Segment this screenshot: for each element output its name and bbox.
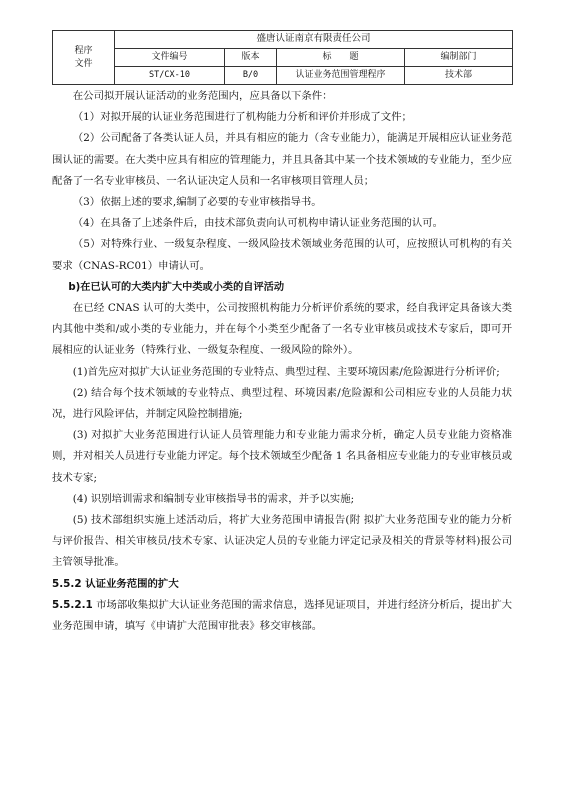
document-header-table [52, 30, 513, 85]
paragraph-step-3: (3) 对拟扩大业务范围进行认证人员管理能力和专业能力需求分析，确定人员专业能力资格准则，并对相关人员进行专业能力评定。每个技术领域至少配备 1 名具备相应专业能力的专业审核员或技术专家; [52, 429, 513, 484]
subheading-b: b)在已认可的大类内扩大中类或小类的自评活动 [68, 281, 285, 293]
clause-number-5-5-2-1: 5.5.2.1 [52, 598, 93, 611]
section-heading-5-5-2: 5.5.2 认证业务范围的扩大 [52, 577, 179, 590]
program-file-label [53, 31, 115, 85]
doc-no-value: ST/CX-10 [115, 67, 225, 85]
header-col-dept: 编制部门 [405, 49, 513, 67]
paragraph-step-2: (2) 结合每个技术领域的专业特点、典型过程、环境因素/危险源和公司相应专业的人员能力状况，进行风险评估，并制定风险控制措施; [52, 386, 512, 421]
paragraph-condition-5: （5）对特殊行业、一级复杂程度、一级风险技术领域业务范围的认可，应按照认可机构的有关要求（CNAS-RC01）申请认可。 [52, 238, 512, 272]
paragraph-step-4: (4) 识别培训需求和编制专业审核指导书的需求，并予以实施; [72, 492, 355, 505]
clause-text-5-5-2-1: 市场部收集拟扩大认证业务范围的需求信息，选择见证项目，并进行经济分析后，提出扩大业务范围申请，填写《申请扩大范围审批表》移交审核部。 [52, 598, 512, 633]
paragraph-condition-2: （2）公司配备了各类认证人员，并具有相应的能力（含专业能力），能满足开展相应认证业务范围认证的需要。在大类中应具有相应的管理能力，并且具备其中某一个技术领域的专业能力，至少应配备了一名专业审核员、一名认证决定人员和一名审核项目管理人员； [52, 132, 512, 187]
header-col-title: 标 题 [277, 49, 405, 67]
version-value: B/0 [225, 67, 277, 85]
title-value: 认证业务范围管理程序 [277, 67, 405, 85]
document-body [52, 86, 512, 637]
program-file-label-text: 程序 文件 [74, 46, 93, 69]
company-name: 盛唐认证南京有限责任公司 [115, 31, 513, 49]
paragraph-condition-4: （4）在具备了上述条件后，由技术部负责向认可机构申请认证业务范围的认可。 [72, 217, 444, 230]
paragraph-conditions-intro: 在公司拟开展认证活动的业务范围内，应具备以下条件： [72, 90, 333, 102]
paragraph-step-1: (1)首先应对拟扩大认证业务范围的专业特点、典型过程、主要环境因素/危险源进行分析评价; [72, 365, 500, 378]
paragraph-step-5: (5) 技术部组织实施上述活动后，将扩大业务范围申请报告(附 拟扩大业务范围专业的能力分析与评价报告、相关审核员/技术专家、认证决定人员的专业能力评定记录及相关的背景等材料)报公司主管领导批准。 [52, 514, 512, 569]
paragraph-condition-1: （1）对拟开展的认证业务范围进行了机构能力分析和评价并形成了文件； [72, 111, 412, 124]
paragraph-self-assessment: 在已经 CNAS 认可的大类中，公司按照机构能力分析评价系统的要求，经自我评定具备该大类内其他中类和/或小类的专业能力，并在每个小类至少配备了一名专业审核员或技术专家后，即可开展相应的认证业务（特殊行业、一级复杂程度、一级风险的除外）。 [52, 302, 512, 357]
paragraph-5-5-2-1 [52, 595, 512, 637]
header-col-version: 版本 [225, 49, 277, 67]
dept-value: 技术部 [405, 67, 513, 85]
paragraph-condition-3: （3）依据上述的要求,编制了必要的专业审核指导书。 [72, 196, 322, 209]
header-col-doc-no: 文件编号 [115, 49, 225, 67]
